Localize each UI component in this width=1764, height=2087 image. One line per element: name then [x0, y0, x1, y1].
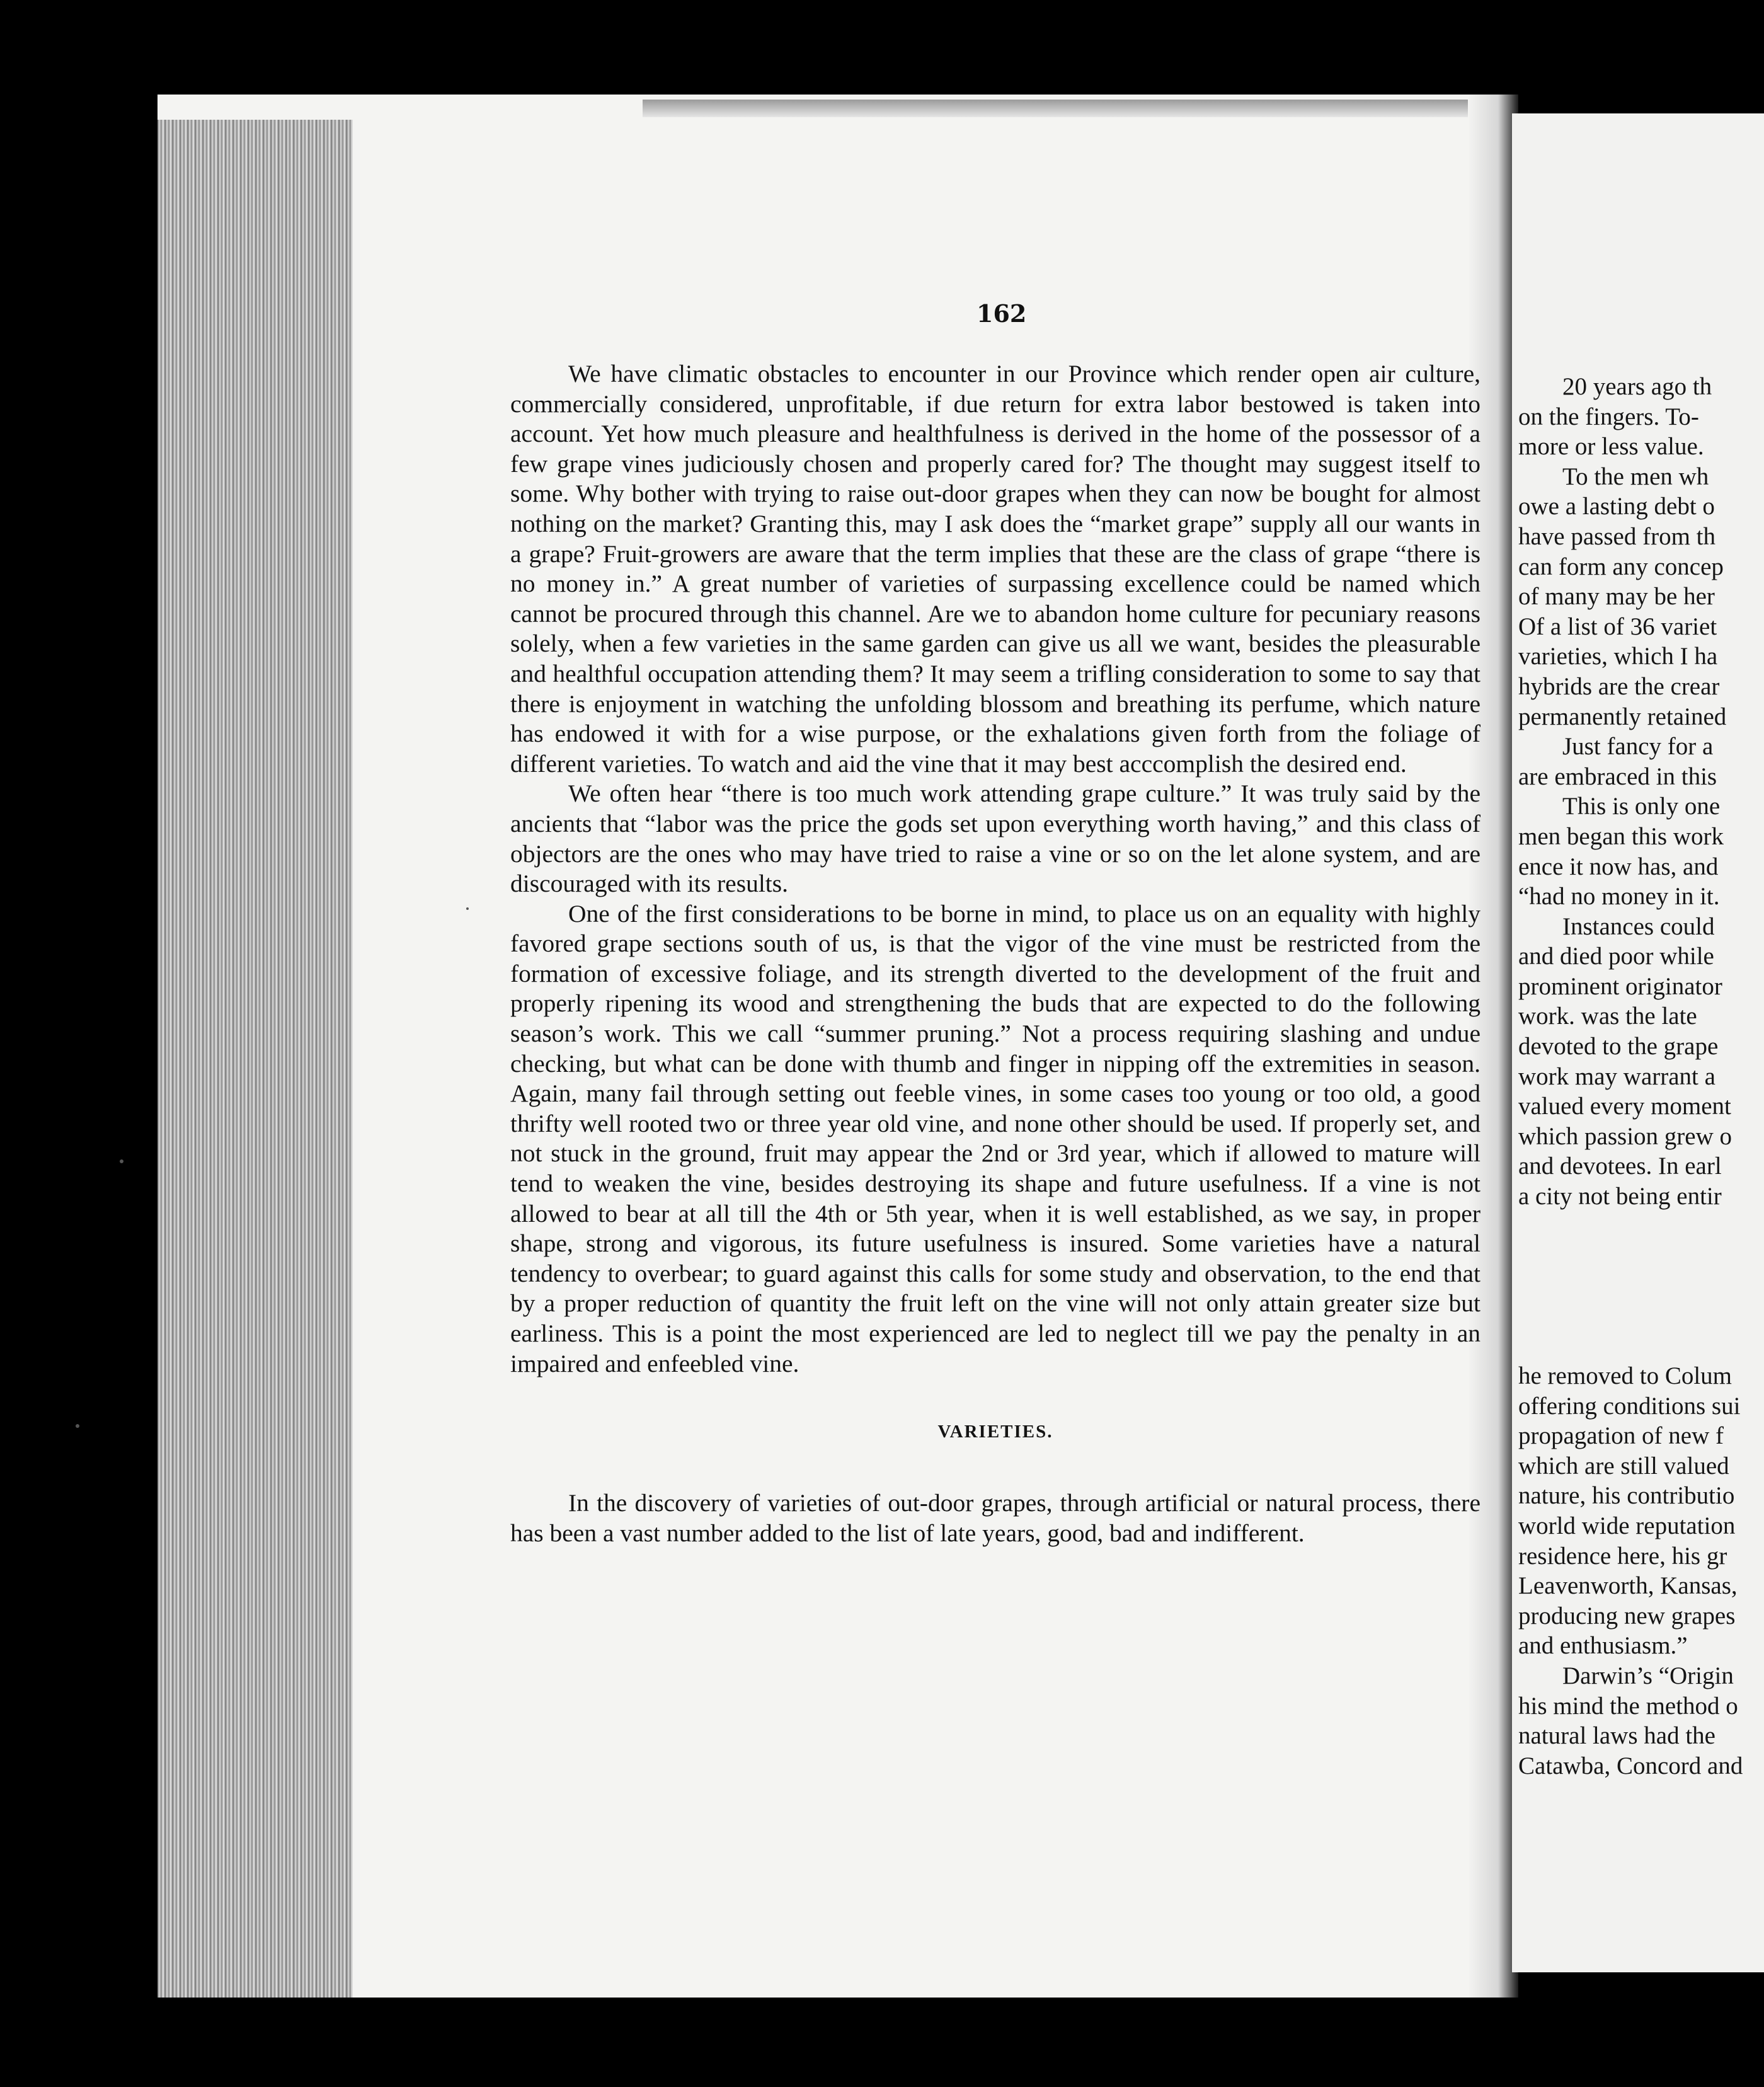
text-line: work may warrant a: [1518, 1062, 1715, 1090]
page-edges: [158, 120, 353, 1998]
text-line: prominent originator: [1518, 972, 1722, 1000]
section-heading: VARIETIES.: [937, 1422, 1053, 1442]
top-page-edge: [643, 100, 1480, 117]
text-line: on the fingers. To-: [1518, 403, 1699, 430]
text-line: producing new grapes: [1518, 1602, 1736, 1630]
text-line: devoted to the grape: [1518, 1033, 1719, 1061]
dust-speck: [76, 1424, 79, 1428]
text-line: varieties, which I ha: [1518, 643, 1718, 670]
body-paragraph: We have climatic obstacles to encounter in our Province which render open air culture, commercially considered, unprofitable, if due return for extra labor bestowed is taken into account. Yet how much pleasure and healthfulness is derived in the home of the possessor of a few grape vines judiciously chosen and properly cared for? The thought may suggest itself to some. Why bother with trying to raise out-door grapes when they can now be bought for almost nothing on the market? Granting this, may I ask does the “market grape” supply all our wants in a grape? Fruit-growers are aware that the term implies that these are the class of grape “there is no money in.” A great number of varieties of surpassing excellence could be named which cannot be procured through this channel. Are we to abandon home culture for pecuniary reasons solely, when a few varieties in the same garden can give us all we want, besides the pleasurable and healthful occupation attending them? It may seem a trifling consideration to some to say that there is enjoyment in watching the unfolding blossom and breathing its perfume, which nature has endowed it with for a wise purpose, or the exhalations given forth from the foliage of different varieties. To watch and aid the vine that it may best acccomplish the desired end.: [510, 360, 1480, 778]
text-line: and enthusiasm.”: [1518, 1632, 1688, 1660]
dust-speck: [466, 907, 469, 910]
text-line: are embraced in this: [1518, 762, 1717, 790]
text-line: Darwin’s “Origin: [1562, 1662, 1734, 1689]
text-line: Of a list of 36 variet: [1518, 612, 1717, 640]
text-line: residence here, his gr: [1518, 1542, 1727, 1570]
text-line: natural laws had the: [1518, 1722, 1715, 1750]
text-line: work. was the late: [1518, 1003, 1697, 1030]
right-page: [1512, 113, 1764, 1972]
left-page-text: [510, 359, 1480, 1548]
text-line: “had no money in it.: [1518, 883, 1720, 911]
text-line: propagation of new f: [1518, 1422, 1724, 1450]
text-line: 20 years ago th: [1562, 373, 1712, 400]
text-line: he removed to Colum: [1518, 1362, 1732, 1389]
text-line: To the men wh: [1562, 463, 1709, 490]
text-line: Catawba, Concord and: [1518, 1752, 1743, 1779]
text-line: which passion grew o: [1518, 1122, 1732, 1150]
text-line: offering conditions sui: [1518, 1392, 1741, 1420]
text-line: of many may be her: [1518, 583, 1715, 611]
text-line: nature, his contributio: [1518, 1482, 1735, 1510]
text-line: which are still valued: [1518, 1452, 1729, 1480]
text-line: more or less value.: [1518, 433, 1704, 461]
body-paragraph: In the discovery of varieties of out-door grapes, through artificial or natural process, there has been a vast number added to the list of late years, good, bad and indifferent.: [510, 1489, 1480, 1547]
text-line: have passed from th: [1518, 522, 1715, 550]
body-paragraph: We often hear “there is too much work attending grape culture.” It was truly said by the ancients that “labor was the price the gods set upon everything worth having,” and this class of objectors are the ones who may have tried to raise a vine or so on the let alone system, and are discouraged with its results.: [510, 779, 1480, 898]
dust-speck: [120, 1159, 123, 1163]
text-line: This is only one: [1562, 793, 1721, 820]
text-line: world wide reputation: [1518, 1512, 1736, 1539]
text-line: Leavenworth, Kansas,: [1518, 1572, 1738, 1600]
text-line: valued every moment: [1518, 1093, 1731, 1120]
text-line: his mind the method o: [1518, 1692, 1738, 1720]
text-line: permanently retained: [1518, 703, 1727, 730]
page-number: 162: [976, 299, 1027, 328]
text-line: hybrids are the crear: [1518, 672, 1720, 700]
body-paragraph: One of the first considerations to be borne in mind, to place us on an equality with highly favored grape sections south of us, is that the vigor of the vine must be restricted from the formation of excessive foliage, and its strength diverted to the development of the fruit and properly ripening its wood and strengthening the buds that are expected to do the following season’s work. This we call “summer pruning.” Not a process requiring slashing and undue checking, but what can be done with thumb and finger in nipping off the extremities in season. Again, many fail through setting out feeble vines, in some cases too young or too old, a good thrifty well rooted two or three year old vine, and none other should be used. If properly set, and not stuck in the ground, fruit may appear the 2nd or 3rd year, which if allowed to mature will tend to weaken the vine, besides destroying its shape and future usefulness. If a vine is not allowed to bear at all till the 4th or 5th year, when it is well established, as we say, in proper shape, strong and vigorous, its future usefulness is insured. Some varieties have a natural tendency to overbear; to guard against this calls for some study and observation, to the end that by a proper reduction of quantity the fruit left on the vine will not only attain greater size but earliness. This is a point the most experienced are led to neglect till we pay the penalty in an impaired and enfeebled vine.: [510, 899, 1480, 1377]
right-page-text-top: [1518, 372, 1732, 1212]
text-line: owe a lasting debt o: [1518, 493, 1715, 520]
text-line: Just fancy for a: [1562, 733, 1714, 761]
text-line: Instances could: [1562, 912, 1715, 940]
text-line: can form any concep: [1518, 553, 1724, 580]
text-line: men began this work: [1518, 822, 1724, 850]
text-line: ence it now has, and: [1518, 853, 1719, 880]
text-line: and died poor while: [1518, 943, 1714, 970]
right-page-text-bottom: [1518, 1361, 1743, 1781]
text-line: a city not being entir: [1518, 1183, 1722, 1210]
text-line: and devotees. In earl: [1518, 1153, 1722, 1180]
